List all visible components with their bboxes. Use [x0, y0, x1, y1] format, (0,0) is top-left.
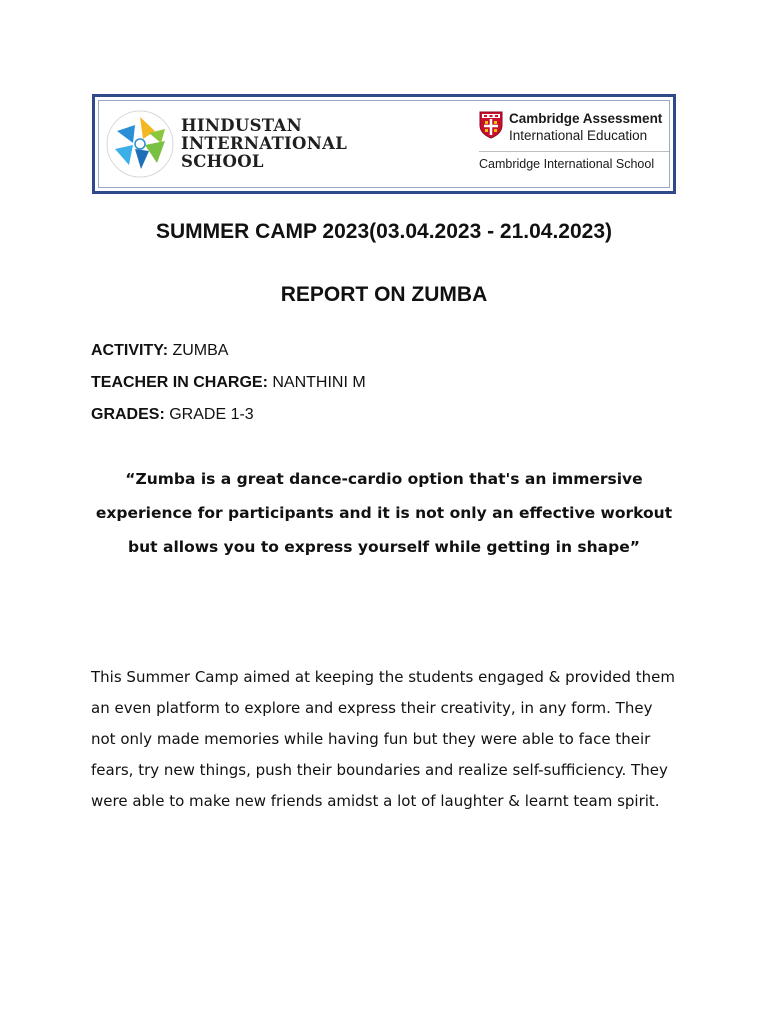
teacher-row: [91, 374, 366, 392]
teacher-label: TEACHER IN CHARGE:: [91, 374, 268, 391]
grades-value: GRADE 1-3: [164, 406, 254, 423]
camp-title: SUMMER CAMP 2023(03.04.2023 - 21.04.2023): [155, 220, 613, 243]
hindustan-school-logo-icon: [105, 109, 175, 179]
cambridge-assessment-label: Cambridge Assessment: [509, 111, 663, 126]
cambridge-shield-icon: [479, 111, 503, 139]
cambridge-divider: [479, 151, 669, 152]
school-name-line2: INTERNATIONAL: [181, 134, 348, 153]
activity-row: [91, 342, 228, 360]
report-title: REPORT ON ZUMBA: [280, 283, 488, 306]
grades-label: GRADES:: [91, 406, 165, 423]
grades-row: [91, 406, 254, 424]
cambridge-branding: [479, 111, 671, 177]
summary-paragraph: This Summer Camp aimed at keeping the students engaged & provided them an even platform to explore and express their creativity, in any form. They not only made memories while having fun but they were able to face their fears, try new things, push their boundaries and realize self-sufficiency. They were able to make new friends amidst a lot of laughter & learnt team spirit.: [91, 668, 675, 810]
letterhead-banner: [92, 94, 676, 194]
school-name-line3: SCHOOL: [181, 152, 264, 171]
teacher-value: NANTHINI M: [267, 374, 366, 391]
activity-label: ACTIVITY:: [91, 342, 169, 359]
zumba-quote: “Zumba is a great dance-cardio option that's an immersive experience for participants and it is not only an effective workout but allows you to express yourself while getting in shape”: [95, 470, 673, 556]
activity-value: ZUMBA: [168, 342, 229, 359]
international-education-label: International Education: [509, 128, 648, 143]
school-name-line1: HINDUSTAN: [181, 116, 302, 135]
school-name: [181, 117, 347, 171]
cambridge-international-school-label: Cambridge International School: [479, 157, 655, 171]
